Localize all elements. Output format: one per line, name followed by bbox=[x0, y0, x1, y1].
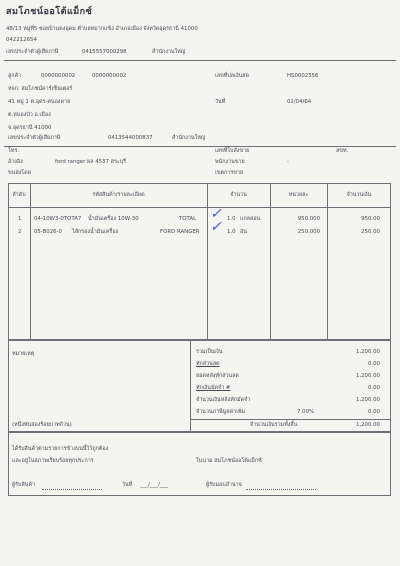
row-1-unit: แกลลอน bbox=[240, 216, 261, 222]
authorized-sign-line bbox=[246, 489, 316, 490]
doc-po-right-label: ลขท. bbox=[336, 148, 349, 154]
row-1-amount: 950.00 bbox=[361, 216, 380, 222]
col-divider-3 bbox=[270, 183, 271, 340]
doc-ref-label: อ้างอิง bbox=[8, 159, 23, 165]
header-divider bbox=[4, 60, 396, 61]
customer-code-label: ลูกค้า bbox=[8, 73, 22, 79]
doc-no: HS0002556 bbox=[287, 73, 319, 79]
row-2-no: 2 bbox=[18, 229, 22, 235]
receipt-clause-2: และอยู่ในสภาพเรียบร้อยทุกประการ bbox=[12, 458, 94, 464]
doc-no-label: เลขที่ปลเงินสด bbox=[215, 73, 250, 79]
company-tax-id: 0415557000298 bbox=[82, 49, 127, 55]
subtotal-value: 1,200.00 bbox=[355, 349, 380, 355]
doc-po-label: เลขที่ใบสั่งขาย bbox=[215, 148, 250, 154]
deposit-label: หักเงินมัดจำ # bbox=[196, 385, 231, 391]
header-qty: จำนวน bbox=[230, 192, 247, 198]
vat-label: จำนวนภาษีมูลค่าเพิ่ม bbox=[196, 409, 246, 415]
row-2-price: 250.000 bbox=[297, 229, 320, 235]
for-company: ในนาม สมโภชน์ออโต้แม็กซ์ bbox=[196, 458, 262, 464]
row-1-qty: 1.0 bbox=[227, 216, 236, 222]
doc-ref: ford ranger ผล 4537 สระบุรี bbox=[55, 159, 127, 165]
discount-label: หักส่วนลด bbox=[196, 361, 220, 367]
col-divider-2 bbox=[207, 183, 208, 340]
after-deposit-label: จำนวนเงินหลังหักมัดจำ bbox=[196, 397, 251, 403]
customer-tax-id: 0413544000837 bbox=[108, 135, 153, 141]
doc-ship-label: ขนส่งโดย bbox=[8, 170, 31, 176]
doc-date: 02/04/64 bbox=[287, 99, 312, 105]
receiver-label: ผู้รับสินค้า bbox=[12, 482, 36, 488]
row-2-brand: FORD RANGER bbox=[160, 229, 200, 235]
company-tax-label: เลขประจำตัวผู้เสียภาษี bbox=[6, 49, 59, 55]
authorized-label: ผู้รับมอบอำนาจ bbox=[206, 482, 242, 488]
row-2-desc: ไส้กรองน้ำมันเครื่อง bbox=[72, 229, 119, 235]
receipt-clause-1: ได้รับสินค้าตามรายการข้างบนนี้ไว้ถูกต้อง bbox=[12, 446, 109, 452]
receive-date-label: วันที่ bbox=[122, 482, 133, 488]
grand-total-value: 1,200.00 bbox=[355, 422, 380, 428]
customer-address-2: ต.หนองบัว อ.เมือง bbox=[8, 112, 51, 118]
grand-total-label: จำนวนเงินรวมทั้งสิ้น bbox=[250, 422, 298, 428]
row-1-code: 04-10W3-0TOTA7 bbox=[34, 216, 82, 222]
row-1-price: 950.000 bbox=[297, 216, 320, 222]
customer-name: หจก. สมโภชน์คาร์เซ็นเตอร์ bbox=[8, 86, 73, 92]
info-divider bbox=[4, 146, 396, 147]
vat-rate: 7.00% bbox=[297, 409, 315, 415]
items-header-divider bbox=[8, 207, 391, 208]
company-phone: 042212654 bbox=[6, 37, 37, 43]
row-1-brand: TOTAL bbox=[179, 216, 197, 222]
doc-sales: - bbox=[287, 159, 289, 165]
after-discount-value: 1,200.00 bbox=[355, 373, 380, 379]
vat-value: 0.00 bbox=[367, 409, 380, 415]
receiver-sign-line bbox=[42, 489, 102, 490]
company-branch: สำนักงานใหญ่ bbox=[152, 49, 186, 55]
after-deposit-value: 1,200.00 bbox=[355, 397, 380, 403]
doc-term-label: เขตการขาย bbox=[215, 170, 244, 176]
customer-branch: สำนักงานใหญ่ bbox=[172, 135, 206, 141]
customer-address-1: 41 หมู่ 1 ต.อุดร-หนองคาย bbox=[8, 99, 71, 105]
company-name: สมโภชน์ออโต้แม็กซ์ bbox=[6, 7, 93, 17]
row-2-amount: 250.00 bbox=[361, 229, 380, 235]
customer-address-3: จ.อุดรธานี 41000 bbox=[8, 125, 52, 131]
discount-value: 0.00 bbox=[367, 361, 380, 367]
after-discount-label: ยอดหลังหักส่วนลด bbox=[196, 373, 240, 379]
note-label: หมายเหตุ bbox=[12, 351, 35, 357]
header-price: หน่วยละ bbox=[288, 192, 309, 198]
row-2-qty: 1.0 bbox=[227, 229, 236, 235]
customer-code-2: 0000000002 bbox=[92, 73, 127, 79]
customer-phone-label: โทร. bbox=[8, 148, 20, 154]
header-amount: จำนวนเงิน bbox=[346, 192, 372, 198]
checkmark-icon: ✓ bbox=[210, 206, 222, 222]
subtotal-label: รวมเป็นเงิน bbox=[196, 349, 223, 355]
header-no: ลำดับ bbox=[12, 192, 26, 198]
doc-sales-label: พนักงานขาย bbox=[215, 159, 245, 165]
amount-in-words: (หนึ่งพันสองร้อยบาทถ้วน) bbox=[12, 422, 72, 428]
checkmark-icon: ✓ bbox=[210, 219, 222, 235]
row-2-unit: อัน bbox=[240, 229, 247, 235]
customer-tax-label: เลขประจำตัวผู้เสียภาษี bbox=[8, 135, 61, 141]
row-1-desc: น้ำมันเครื่อง 10W-30 bbox=[88, 216, 139, 222]
col-divider-1 bbox=[30, 183, 31, 340]
row-1-no: 1 bbox=[18, 216, 22, 222]
company-address: 48/13 หมู่ที่5 ซอยบ้านดงอุดม ตำบลหมากแข้ง อำเภอเมือง จังหวัดอุดรธานี 41000 bbox=[6, 26, 198, 32]
deposit-value: 0.00 bbox=[367, 385, 380, 391]
header-item: รหัสสินค้า/รายละเอียด bbox=[92, 192, 145, 198]
row-2-code: 05-B026-0 bbox=[34, 229, 62, 235]
total-divider bbox=[190, 419, 391, 420]
doc-date-label: วันที่ bbox=[215, 99, 226, 105]
customer-code: 0000000002 bbox=[41, 73, 76, 79]
col-divider-4 bbox=[327, 183, 328, 340]
receive-date-blank: ___/___/___ bbox=[140, 482, 168, 488]
